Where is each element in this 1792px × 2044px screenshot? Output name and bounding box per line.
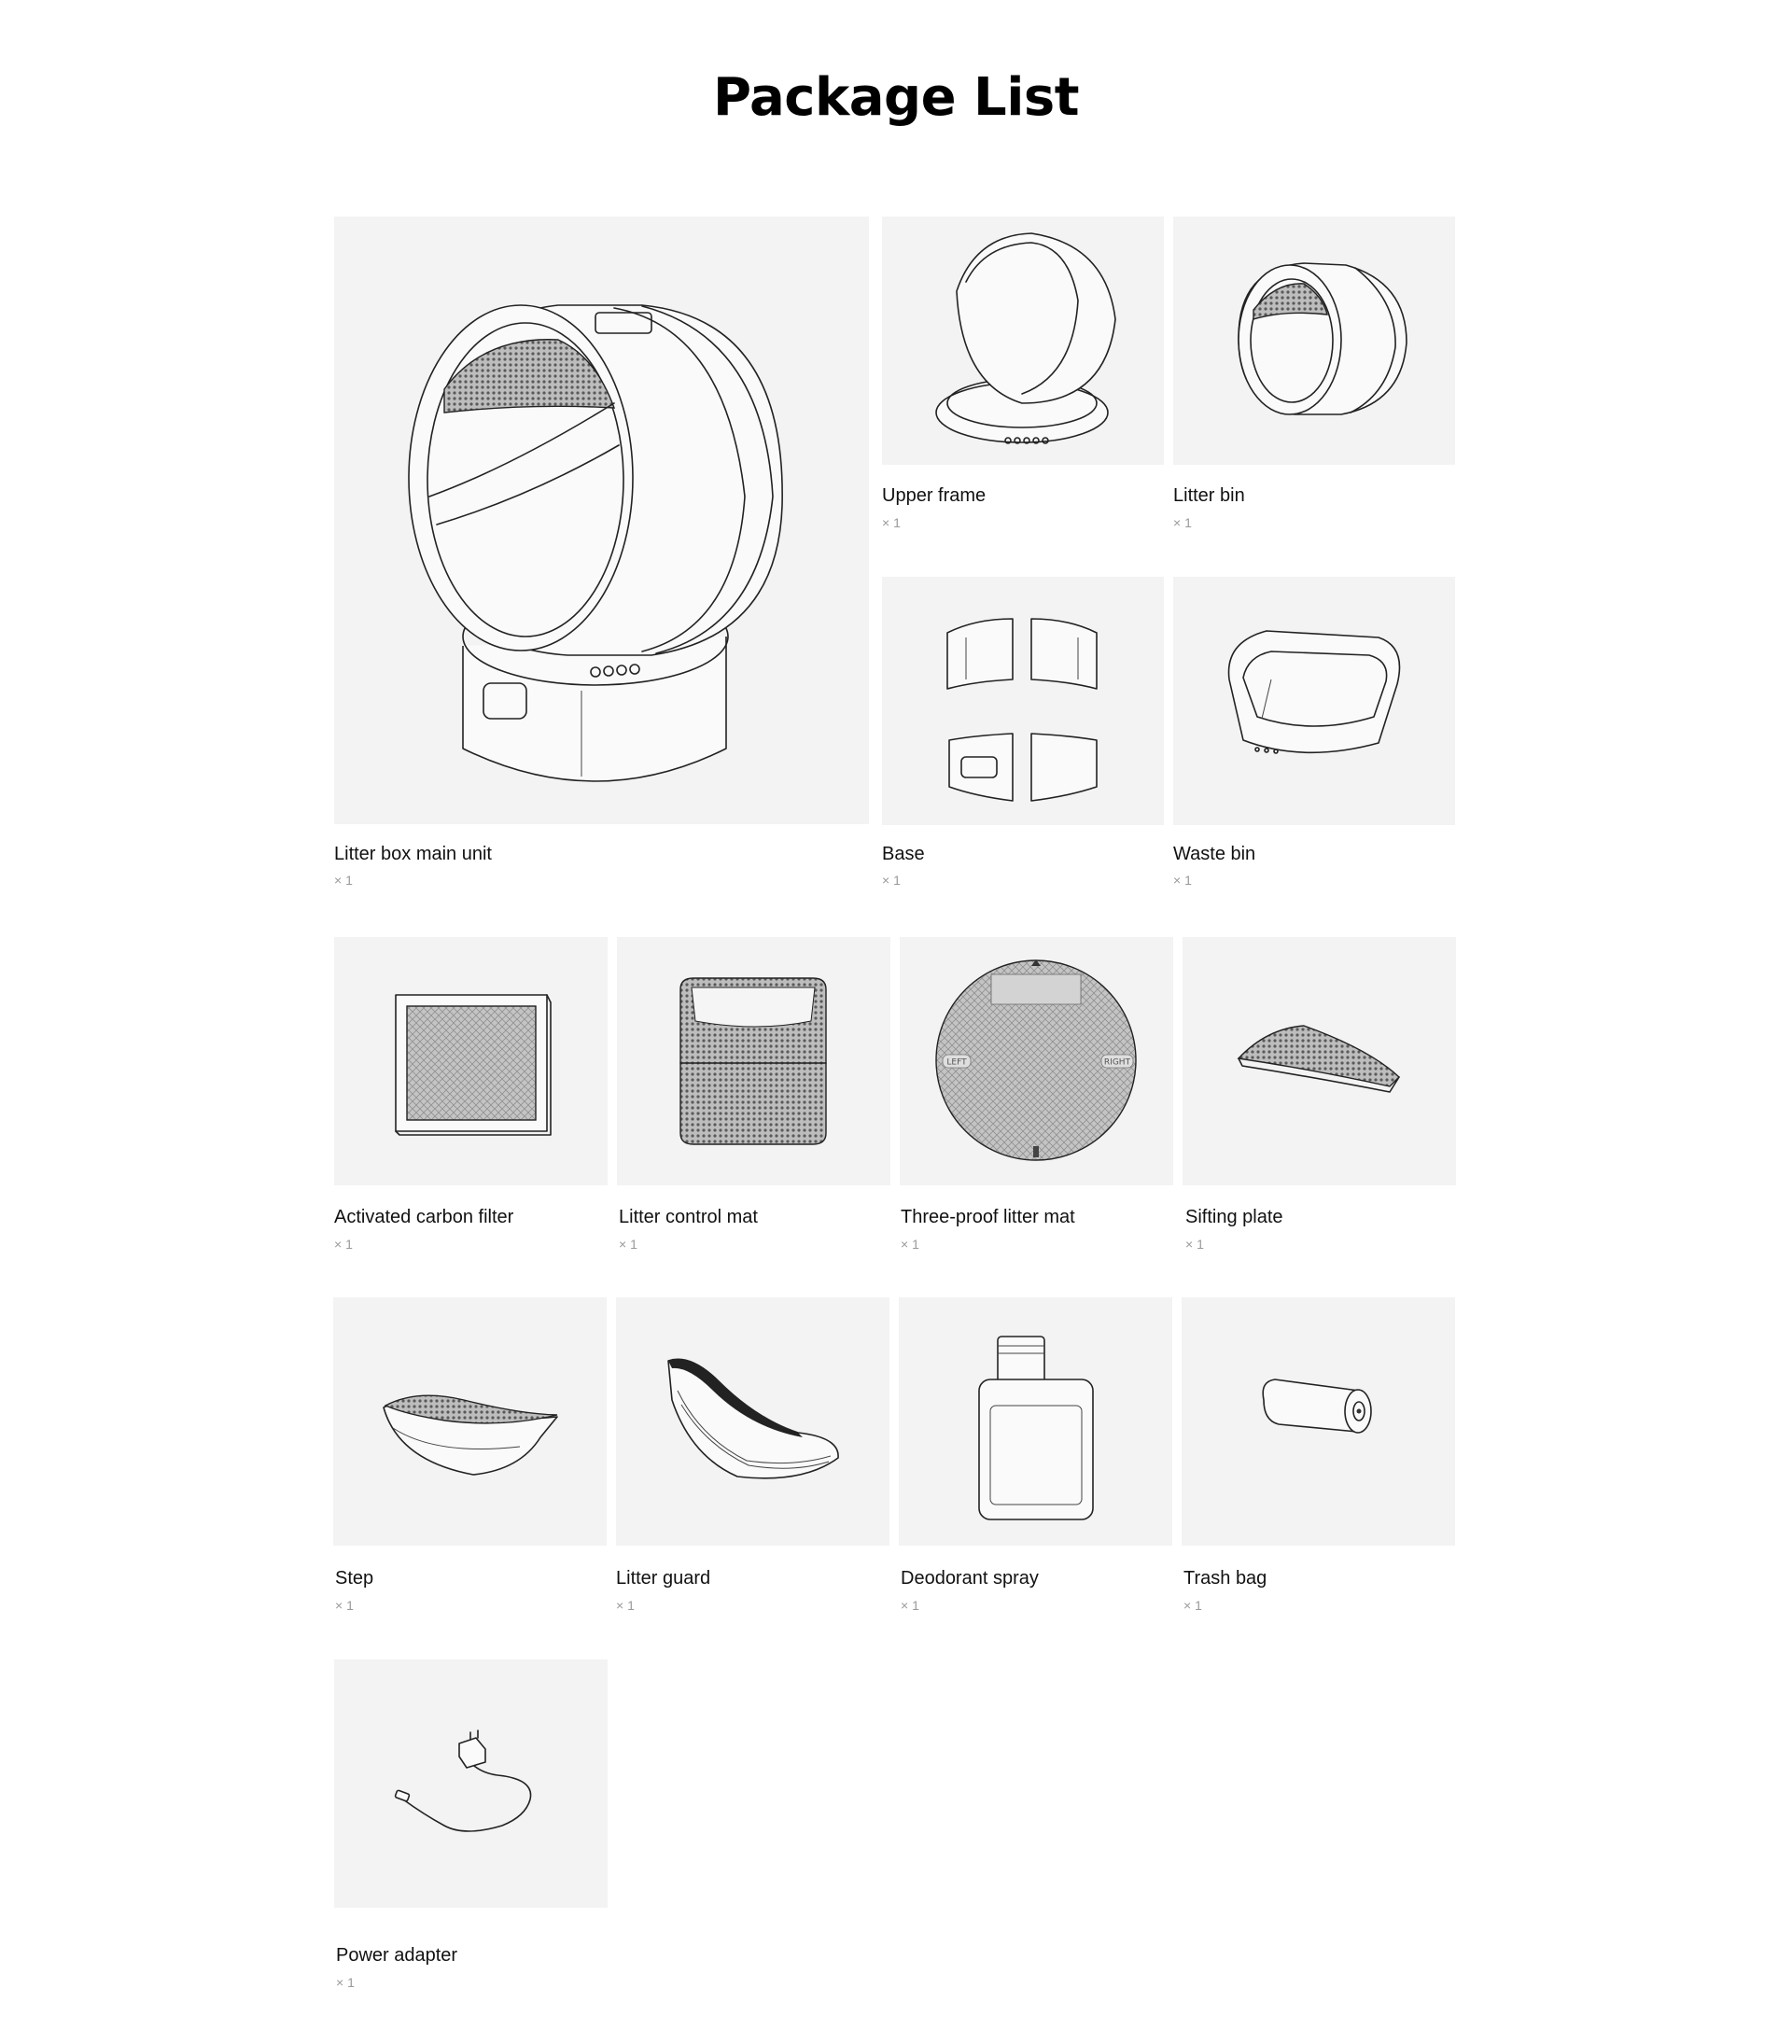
- item-name: Three-proof litter mat: [901, 1207, 1075, 1227]
- package-item-waste-bin: [1173, 577, 1455, 894]
- package-item-deodorant-spray: [899, 1297, 1172, 1615]
- left-label: LEFT: [946, 1057, 967, 1068]
- item-quantity: × 1: [1183, 1598, 1202, 1613]
- item-name: Waste bin: [1173, 844, 1256, 864]
- package-item-litter-control-mat: [617, 937, 890, 1254]
- item-quantity: × 1: [619, 1237, 637, 1252]
- deodorant-spray-icon: [899, 1297, 1172, 1546]
- item-quantity: × 1: [882, 873, 901, 888]
- package-item-base: [882, 577, 1164, 894]
- three-proof-mat-image: [900, 937, 1173, 1185]
- item-quantity: × 1: [616, 1598, 635, 1613]
- right-label: RIGHT: [1103, 1057, 1131, 1068]
- package-item-trash-bag: [1182, 1297, 1455, 1615]
- carbon-filter-image: [334, 937, 608, 1185]
- litter-box-main-unit-image: [334, 217, 869, 824]
- litter-bin-image: [1173, 217, 1455, 465]
- package-item-litter-bin: [1173, 217, 1455, 534]
- package-item-sifting-plate: [1183, 937, 1456, 1254]
- step-image: [333, 1297, 607, 1546]
- item-name: Litter control mat: [619, 1207, 758, 1227]
- item-quantity: × 1: [335, 1598, 354, 1613]
- base-image: [882, 577, 1164, 825]
- item-name: Base: [882, 844, 925, 864]
- litter-bin-icon: [1173, 217, 1455, 465]
- package-item-carbon-filter: [334, 937, 608, 1254]
- power-adapter-icon: [334, 1659, 608, 1908]
- package-item-power-adapter: [334, 1659, 608, 1990]
- base-icon: [882, 577, 1164, 825]
- package-item-main-unit: [334, 217, 869, 888]
- item-name: Power adapter: [336, 1945, 458, 1966]
- deodorant-spray-image: [899, 1297, 1172, 1546]
- litter-control-mat-icon: [617, 937, 890, 1185]
- litter-guard-icon: [616, 1297, 889, 1546]
- carbon-filter-icon: [334, 937, 608, 1185]
- three-proof-mat-icon: [900, 937, 1173, 1185]
- litter-box-main-unit-icon: [334, 217, 869, 824]
- item-quantity: × 1: [1173, 873, 1192, 888]
- item-quantity: × 1: [1173, 515, 1192, 530]
- item-name: Litter guard: [616, 1568, 711, 1589]
- item-quantity: × 1: [334, 1237, 353, 1252]
- item-name: Activated carbon filter: [334, 1207, 514, 1227]
- item-name: Litter box main unit: [334, 844, 492, 864]
- sifting-plate-icon: [1183, 937, 1456, 1185]
- waste-bin-image: [1173, 577, 1455, 825]
- item-quantity: × 1: [336, 1975, 355, 1990]
- litter-control-mat-image: [617, 937, 890, 1185]
- item-quantity: × 1: [901, 1237, 919, 1252]
- upper-frame-image: [882, 217, 1164, 465]
- item-quantity: × 1: [1185, 1237, 1204, 1252]
- step-icon: [333, 1297, 607, 1546]
- package-item-three-proof-mat: [900, 937, 1173, 1254]
- sifting-plate-image: [1183, 937, 1456, 1185]
- item-name: Step: [335, 1568, 374, 1589]
- item-name: Sifting plate: [1185, 1207, 1283, 1227]
- trash-bag-image: [1182, 1297, 1455, 1546]
- page-title: Package List: [712, 67, 1080, 128]
- package-item-step: [333, 1297, 607, 1615]
- item-name: Litter bin: [1173, 485, 1245, 506]
- power-adapter-image: [334, 1659, 608, 1908]
- item-name: Upper frame: [882, 485, 987, 506]
- upper-frame-icon: [882, 217, 1164, 465]
- item-quantity: × 1: [901, 1598, 919, 1613]
- item-name: Deodorant spray: [901, 1568, 1039, 1589]
- item-name: Trash bag: [1183, 1568, 1267, 1589]
- item-quantity: × 1: [882, 515, 901, 530]
- waste-bin-icon: [1173, 577, 1455, 825]
- package-item-litter-guard: [616, 1297, 889, 1615]
- trash-bag-icon: [1182, 1297, 1455, 1546]
- litter-guard-image: [616, 1297, 889, 1546]
- item-quantity: × 1: [334, 873, 353, 888]
- package-item-upper-frame: [882, 217, 1164, 534]
